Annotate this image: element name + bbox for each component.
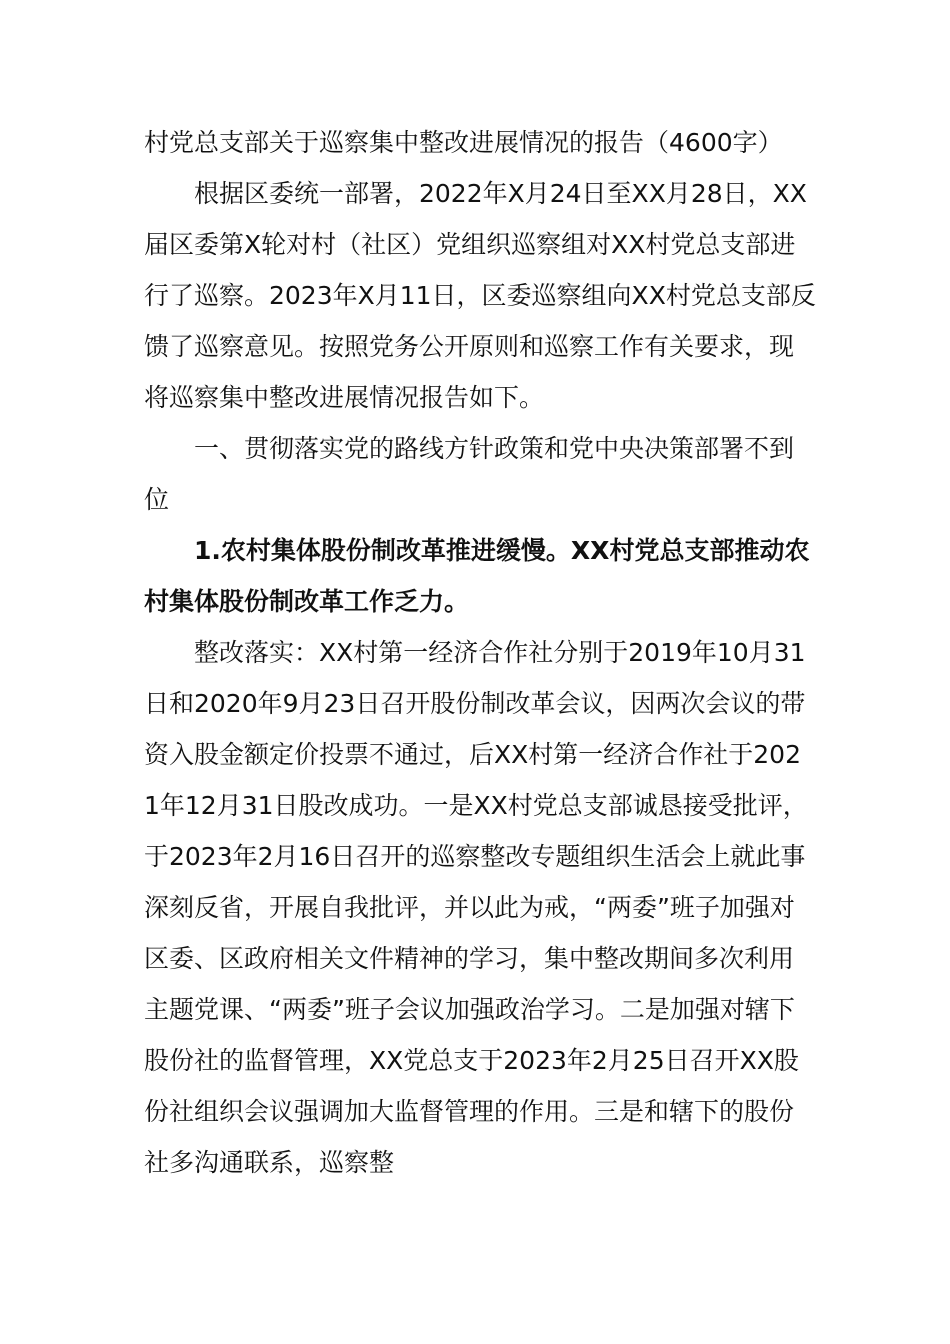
document-body [144,117,816,1188]
document-title: 村党总支部关于巡察集中整改进展情况的报告（4600字） [144,128,783,157]
section-heading: 一、贯彻落实党的路线方针政策和党中央决策部署不到位 [144,434,795,514]
issue-heading: 1.农村集体股份制改革推进缓慢。XX村党总支部推动农村集体股份制改革工作乏力。 [144,536,810,616]
rectification-paragraph: 整改落实：XX村第一经济合作社分别于2019年10月31日和2020年9月23日召开股份制改革会议，因两次会议的带资入股金额定价投票不通过，后XX村第一经济合作社于2021年12月31日股改成功。一是XX村党总支部诚恳接受批评，于2023年2月16日召开的巡察整改专题组织生活会上就此事深刻反省，开展自我批评，并以此为戒，“两委”班子加强对区委、区政府相关文件精神的学习，集中整改期间多次利用主题党课、“两委”班子会议加强政治学习。二是加强对辖下股份社的监督管理，XX党总支于2023年2月25日召开XX股份社组织会议强调加大监督管理的作用。三是和辖下的股份社多沟通联系，巡察整 [144,638,808,1177]
intro-paragraph: 根据区委统一部署，2022年X月24日至XX月28日，XX届区委第X轮对村（社区）党组织巡察组对XX村党总支部进行了巡察。2023年X月11日，区委巡察组向XX村党总支部反馈了巡察意见。按照党务公开原则和巡察工作有关要求，现将巡察集中整改进展情况报告如下。 [144,179,816,412]
